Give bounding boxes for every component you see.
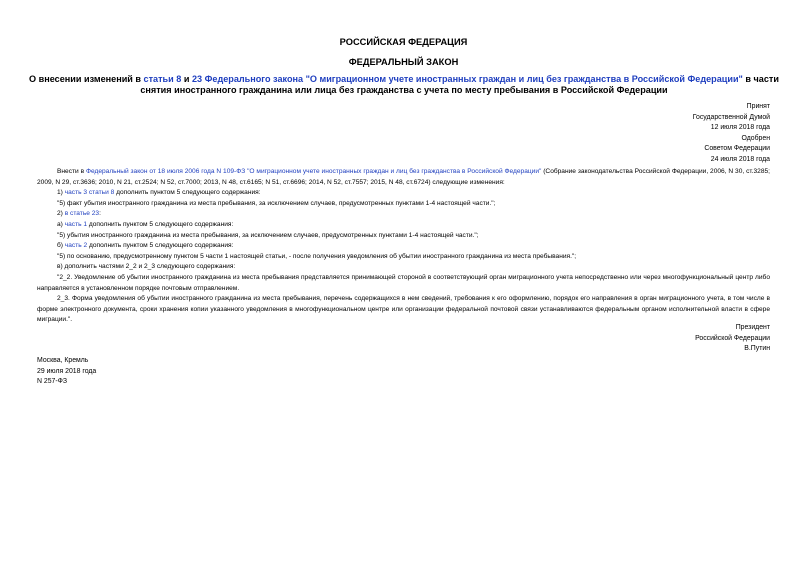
item-letter: б) xyxy=(57,242,65,250)
item-text: дополнить пунктом 5 следующего содержания: xyxy=(87,242,234,250)
signature-block xyxy=(695,323,770,355)
item-text: дополнить пунктом 5 следующего содержания: xyxy=(87,220,234,228)
adoption-block xyxy=(693,102,770,166)
item-text: дополнить пунктом 5 следующего содержания: xyxy=(114,189,261,197)
title-link-article-8[interactable]: статьи 8 xyxy=(143,74,182,84)
approved-body: Советом Федерации xyxy=(704,145,770,153)
title-text: О внесении изменений в xyxy=(29,74,144,84)
title-text: и xyxy=(181,74,192,84)
item-number: 1) xyxy=(57,189,65,197)
item-1 xyxy=(37,188,770,199)
signing-place: Москва, Кремль xyxy=(37,357,89,364)
item-text: : xyxy=(99,210,101,218)
item-2b-quote: "5) по основанию, предусмотренному пунктом 5 части 1 настоящей статьи, - после получения уведомления об убытии иностранного гражданина из места пребывания."; xyxy=(57,252,577,260)
link-article-23[interactable]: в статье 23 xyxy=(64,210,100,218)
country-heading: РОССИЙСКАЯ ФЕДЕРАЦИЯ xyxy=(339,37,468,47)
item-2a xyxy=(37,220,770,231)
intro-text-tail: (Собрание законодательства Российской Федерации, 2006, N 30, ст.3285; 2009, N 29, ст.3636; 2010, N 21, ст.2524; N 52, ст.7000; 2013, N 48, ст.6165; N 51, ст.6696; 2014, N 52, ст.7557; 2015, N 48, ст.6724) следующие изменения: xyxy=(37,168,770,186)
law-body xyxy=(37,167,770,326)
signature-title: Президент xyxy=(735,324,770,331)
intro-text: Внести в xyxy=(57,168,86,175)
link-part-2[interactable]: часть 2 xyxy=(64,242,88,250)
intro-paragraph xyxy=(37,167,770,188)
part-2-2: "2_2. Уведомление об убытии иностранного гражданина из места пребывания представляется принимающей стороной в соответствующий орган миграционного учета непосредственно или через многофункциональный центр либо направляется в установленном порядке почтовым отправлением. xyxy=(37,273,770,292)
link-part-1[interactable]: часть 1 xyxy=(64,220,88,228)
adopted-body: Государственной Думой xyxy=(692,113,770,121)
item-2 xyxy=(37,209,770,220)
item-2c: в) дополнить частями 2_2 и 2_3 следующего содержания: xyxy=(57,263,236,271)
approved-label: Одобрен xyxy=(741,134,770,142)
title-text: в части снятия иностранного гражданина или лица без гражданства с учета по месту пребывания в Российской Федерации xyxy=(140,74,779,95)
place-date-block xyxy=(37,356,96,388)
adopted-label: Принят xyxy=(746,103,770,110)
law-title xyxy=(28,74,780,96)
title-link-article-23[interactable]: 23 Федерального закона "О миграционном учете иностранных граждан и лиц без гражданства в Российской Федерации" xyxy=(191,74,743,84)
item-2b xyxy=(37,241,770,252)
doc-type-heading: ФЕДЕРАЛЬНЫЙ ЗАКОН xyxy=(348,57,459,67)
law-number: N 257-ФЗ xyxy=(37,378,68,386)
item-number: 2) xyxy=(57,210,65,218)
item-letter: а) xyxy=(57,220,65,228)
approved-date: 24 июля 2018 года xyxy=(710,155,770,163)
signing-date: 29 июля 2018 года xyxy=(37,367,97,375)
signature-name: В.Путин xyxy=(744,345,770,353)
item-2a-quote: "5) убытия иностранного гражданина из места пребывания, за исключением случаев, предусмотренных пунктами 1-4 настоящей части."; xyxy=(57,231,479,239)
part-2-3: 2_3. Форма уведомления об убытии иностранного гражданина из места пребывания, перечень содержащихся в нем сведений, требования к его оформлению, порядок его направления в орган миграционного учета, в том числе в форме электронного документа, сроки хранения копии указанного уведомления в многофункциональном центре или организации федеральной почтовой связи устанавливаются федеральным органом исполнительной власти в сфере миграции.". xyxy=(37,295,770,324)
signature-country: Российской Федерации xyxy=(695,334,770,342)
adopted-date: 12 июля 2018 года xyxy=(710,124,770,132)
item-1-quote: "5) факт убытия иностранного гражданина из места пребывания, за исключением случаев, предусмотренных пунктами 1-4 настоящей части."; xyxy=(57,199,496,207)
link-part3-article8[interactable]: часть 3 статьи 8 xyxy=(64,189,115,197)
link-federal-law-109[interactable]: Федеральный закон от 18 июля 2006 года N 109-ФЗ "О миграционном учете иностранных граждан и лиц без гражданства в Российской Федерации" xyxy=(85,168,542,175)
